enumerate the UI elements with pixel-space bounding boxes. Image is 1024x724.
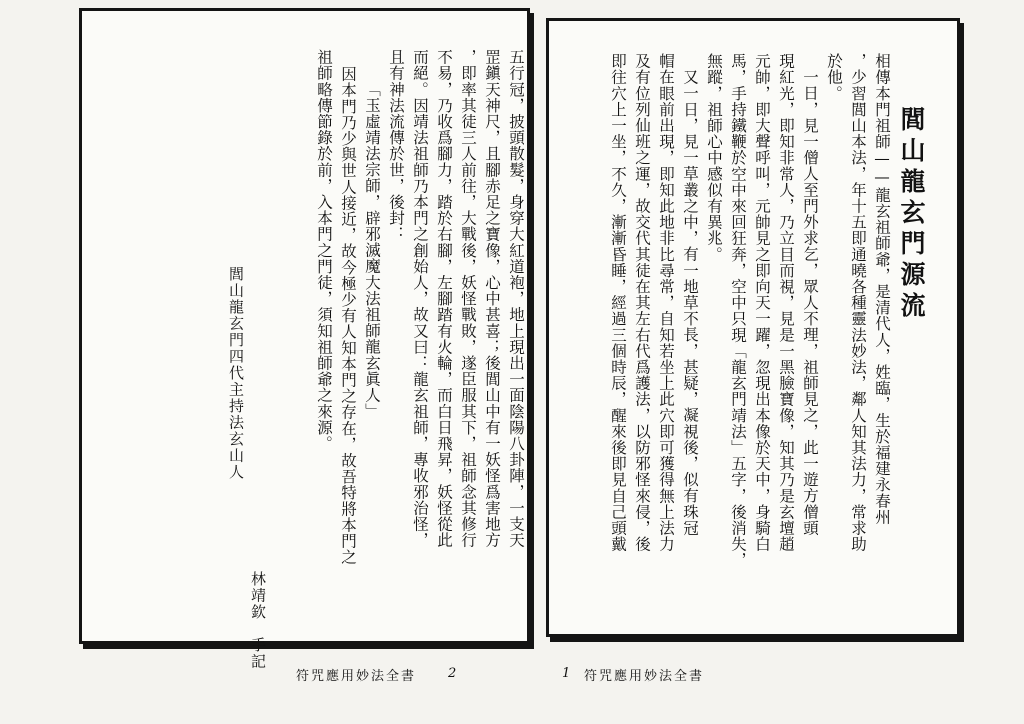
right-page xyxy=(546,18,960,637)
text-column: 馬，手持鐵鞭於空中來回狂奔，空中只現「龍玄門靖法」五字，後消失， xyxy=(729,53,747,569)
text-column: 元帥，即大聲呼叫，元帥見之即向天一躍，忽現出本像於天中，身騎白 xyxy=(753,53,771,553)
page-number: 2 xyxy=(448,666,457,681)
text-column: 無蹤，祖師心中感似有異兆。 xyxy=(705,53,723,263)
text-column: 因本門乃少與世人接近，故今極少有人知本門之存在，故吾特將本門之 xyxy=(339,66,357,566)
text-column: 一日，見一僧人至門外求乞，眾人不理，祖師見之，此一遊方僧頭 xyxy=(801,69,819,536)
signature-author: 林靖欽 手記 xyxy=(249,571,267,670)
text-column: 不易，乃收爲腳力，踏於右腳，左腳踏有火輪，而白日飛昇，妖怪從此 xyxy=(435,49,453,549)
text-column: 即往穴上一坐，不久，漸漸昏睡，經過三個時辰，醒來後即見自己頭戴 xyxy=(609,53,627,553)
text-column: 五行冠，披頭散髮，身穿大紅道袍，地上現出一面陰陽八卦陣，一支天 xyxy=(507,49,525,549)
left-page xyxy=(79,8,530,670)
text-column: ，少習閭山本法，年十五即通曉各種靈法妙法，鄰人知其法力，常求助 xyxy=(849,53,867,553)
text-column: 相傳本門祖師——龍玄祖師爺，是清代人，姓臨，生於福建永春州 xyxy=(873,53,891,525)
text-column: 於他。 xyxy=(825,53,843,102)
text-column: 罡鎭天神尺，且腳赤足之寶像，心中甚喜；後閭山中有一妖怪爲害地方 xyxy=(483,49,501,549)
footer-book-title: 符咒應用妙法全書 xyxy=(584,669,705,684)
page-number: 1 xyxy=(562,666,571,681)
chapter-title: 閭山龍玄門源流 xyxy=(897,106,926,323)
title-invocation-column: 「玉虛靖法宗師，辟邪滅魔大法祖師龍玄眞人」 xyxy=(363,81,381,420)
text-column: 及有位列仙班之運，故交代其徒在其左右代爲護法，以防邪怪來侵，後 xyxy=(633,53,651,553)
text-column: 現紅光，即知非常人，乃立目而視，見是一黑臉寶像，知其乃是玄壇趙 xyxy=(777,53,795,553)
text-column: 帽在眼前出現，即知此地非比尋常，自知若坐上此穴即可獲得無上法力 xyxy=(657,53,675,553)
text-column: 而絕。因靖法祖師乃本門之創始人，故又曰：龍玄祖師，專收邪治怪， xyxy=(411,49,429,549)
text-column: 且有神法流傳於世，後封： xyxy=(387,49,405,243)
text-column: 祖師略傳節錄於前，入本門之門徒，須知祖師爺之來源。 xyxy=(315,49,333,452)
signature-lineage: 閭山龍玄門四代主持法玄山人 xyxy=(227,266,245,481)
text-column: 又一日，見一草叢之中，有一地草不長，甚疑，凝視後，似有珠冠 xyxy=(681,69,699,536)
text-column: ，即率其徒三人前往，大戰後，妖怪戰敗，遂臣服其下，祖師念其修行 xyxy=(459,49,477,549)
footer-book-title: 符咒應用妙法全書 xyxy=(296,669,417,684)
